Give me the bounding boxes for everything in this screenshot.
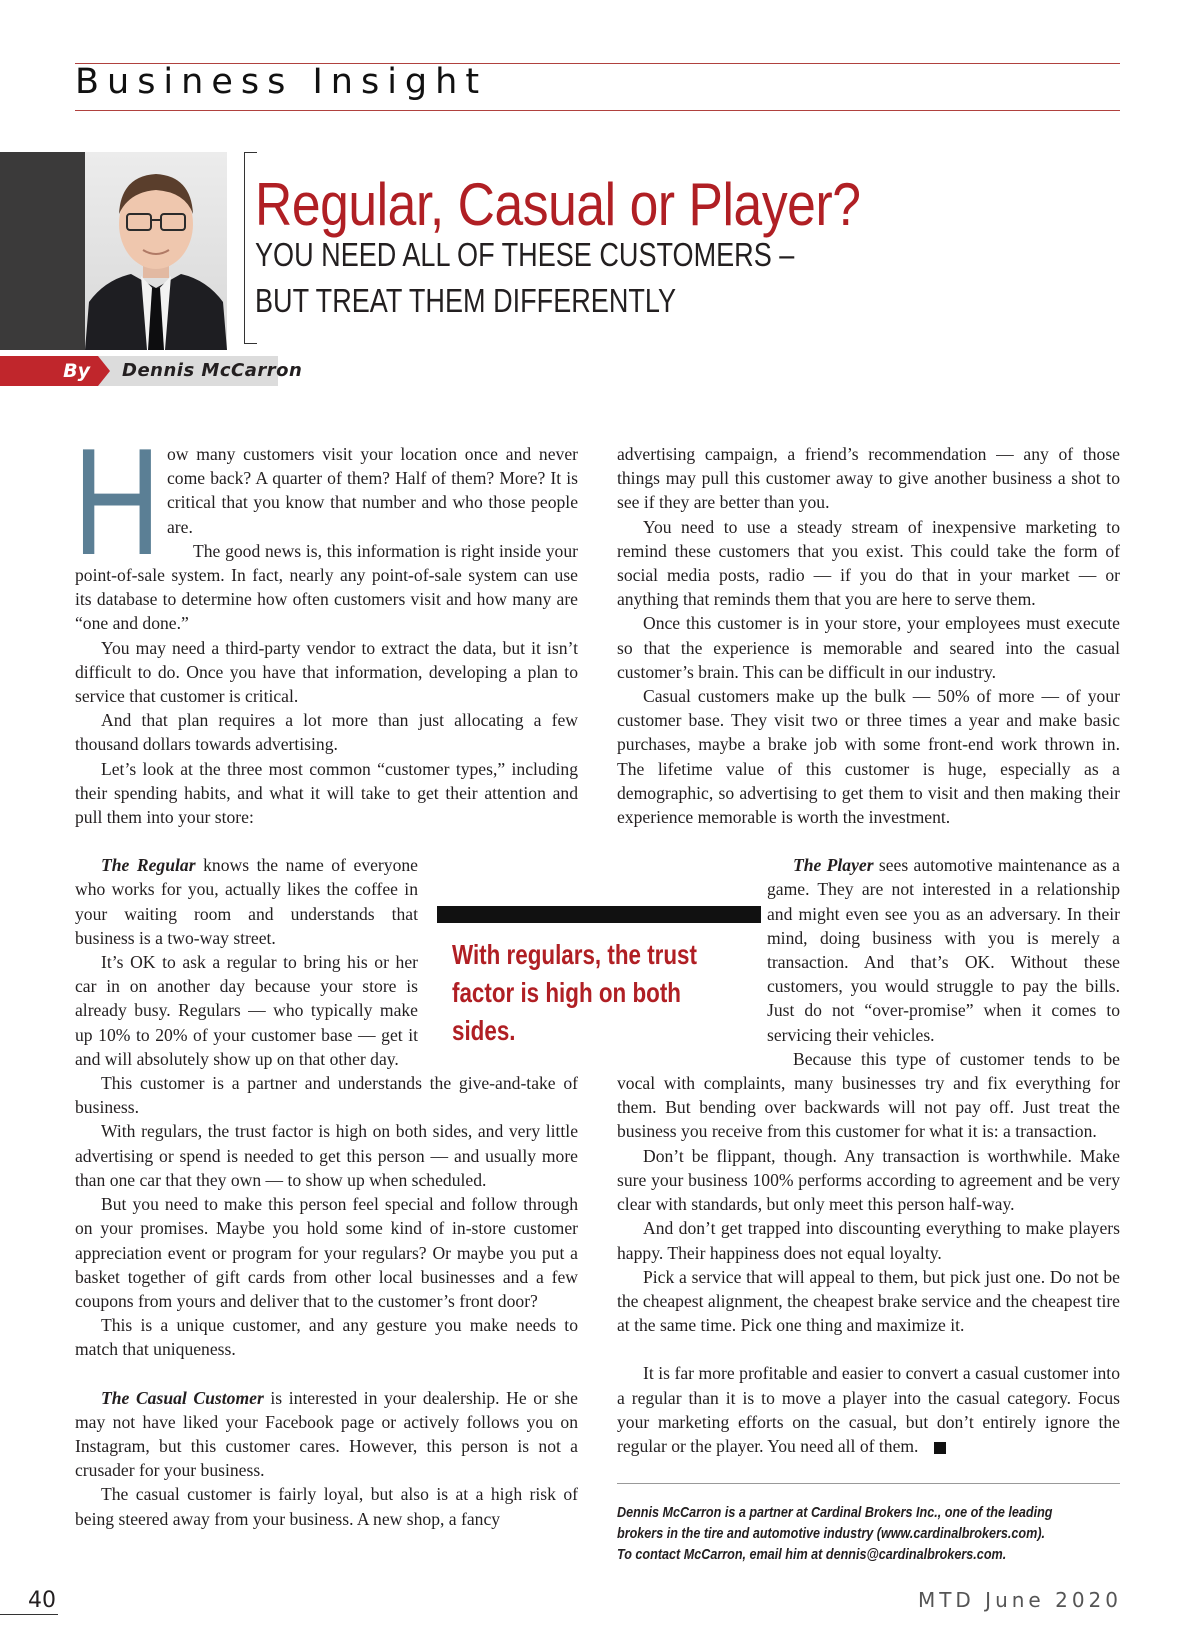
paragraph: And don’t get trapped into discounting everything to make players happy. Their happiness does not equal loyalty. [617,1218,1120,1263]
header-bottom-rule [75,110,1120,111]
drop-cap: H [73,417,161,587]
byline-author: Dennis McCarron [122,360,303,381]
paragraph: And that plan requires a lot more than just allocating a few thousand dollars towards advertising. [75,710,578,755]
paragraph: Once this customer is in your store, your employees must execute so that the experience is memorable and seared into the casual customer’s brain. This can be difficult in our industry. [617,613,1120,682]
paragraph: With regulars, the trust factor is high on both sides, and very little advertising or spend is needed to get this person — and usually more than one car that they own — to show up when scheduled. [75,1121,578,1190]
paragraph: The good news is, this information is right inside your point-of-sale system. In fact, nearly any point-of-sale system can use its database to determine how often customers visit and how many are “one and done.” [75,540,578,634]
paragraph: ow many customers visit your location once and never come back? A quarter of them? Half of them? More? It is critical that you know that number and who those people are. [167,444,578,537]
pull-quote: With regulars, the trust factor is high on both sides. [452,939,697,1046]
paragraph: You need to use a steady stream of inexpensive marketing to remind these customers that you exist. This could take the form of social media posts, radio — if you do that in your market — or anything that reminds them that you are here to serve them. [617,516,1120,610]
page-number-rule [0,1614,58,1615]
paragraph: Don’t be flippant, though. Any transaction is worthwhile. Make sure your business 100% performs according to agreement and be very clear with standards, but only meet this person half-way. [617,1145,1120,1215]
author-portrait-image [85,152,227,350]
pull-quote-bar [437,906,761,923]
photo-side-block [0,152,85,350]
paragraph: Let’s look at the three most common “customer types,” including their spending habits, and what it will take to get their attention and pull them into your store: [75,758,578,828]
byline-arrow-icon [98,356,110,386]
issue-label: MTD June 2020 [917,1588,1122,1612]
end-mark-icon [934,1442,946,1454]
paragraph: But you need to make this person feel special and follow through on your promises. Maybe you hold some kind of in-store customer appreciation event or program for your regulars? Or maybe you put a basket together of gift cards from other local businesses and a few coupons from yours and deliver that to the customer’s front door? [75,1194,578,1311]
paragraph: Casual customers make up the bulk — 50% of more — of your customer base. They visit two or three times a year and make basic purchases, maybe a brake job with some front-end work thrown in. The lifetime value of this customer is huge, especially as a demographic, so advertising to get them to visit and then making their experience memorable is worth the investment. [617,686,1120,828]
headline: Regular, Casual or Player? [255,171,861,238]
paragraph: advertising campaign, a friend’s recommendation — any of those things may pull this customer away to give another business a shot to see if they are better than you. [617,444,1120,513]
paragraph: This customer is a partner and understands the give-and-take of business. [75,1073,578,1118]
byline-prefix: By [0,356,98,386]
paragraph: The Casual Customer is interested in your dealership. He or she may not have liked your Facebook page or actively follows you on Instagram, but this customer cares. However, this person is not a crusader for your business. [75,1387,578,1481]
paragraph: Because this type of customer tends to be vocal with complaints, many businesses try and fix everything for them. But bending over backwards will not pay off. Just treat the business you receive from this customer for what it is: a transaction. [617,1048,1120,1142]
section-label: Business Insight [75,62,488,102]
paragraph: It’s OK to ask a regular to bring his or her car in on another day because your store is already busy. Regulars — who typically make up 10% to 20% of your customer base — get it and will absolutely show up on that other day. [75,952,418,1069]
runin-heading-player: The Player [793,855,874,876]
paragraph: It is far more profitable and easier to convert a casual customer into a regular than it is to move a player into the casual category. Focus your marketing efforts on the casual, but don’t entirely ignore the regular or the player. You need all of them. [617,1363,1120,1456]
author-photo [85,152,227,350]
paragraph: The casual customer is fairly loyal, but also is at a high risk of being steered away from your business. A new shop, a fancy [75,1484,578,1529]
subhead-line-1: YOU NEED ALL OF THESE CUSTOMERS – [255,236,795,273]
subhead-line-2: BUT TREAT THEM DIFFERENTLY [255,282,676,319]
page-number: 40 [28,1588,56,1613]
author-bio: Dennis McCarron is a partner at Cardinal Brokers Inc., one of the leading brokers in the tire and automotive industry (www.cardinalbrokers.com). To contact McCarron, email him at dennis@cardinalbrokers.com. [617,1504,1053,1563]
paragraph: The Regular knows the name of everyone who works for you, actually likes the coffee in your waiting room and understands that business is a two-way street. [75,855,418,948]
paragraph: You may need a third-party vendor to extract the data, but it isn’t difficult to do. Once you have that information, developing a plan to service that customer is critical. [75,637,578,707]
paragraph: This is a unique customer, and any gesture you make needs to match that uniqueness. [75,1315,578,1360]
runin-heading-regular: The Regular [101,855,196,876]
runin-heading-casual: The Casual Customer [101,1387,264,1408]
paragraph: Pick a service that will appeal to them, but pick just one. Do not be the cheapest alignment, the cheapest brake service and the cheapest tire at the same time. Pick one thing and maximize it. [617,1266,1120,1336]
paragraph: The Player sees automotive maintenance as a game. They are not interested in a relationship and might even see you as an adversary. In their mind, doing business with you is merely a transaction. And that’s OK. Without these customers, you would struggle to pay the bills. Just do not “over-promise” when it comes to servicing their vehicles. [767,855,1120,1045]
bio-rule [617,1483,1120,1484]
